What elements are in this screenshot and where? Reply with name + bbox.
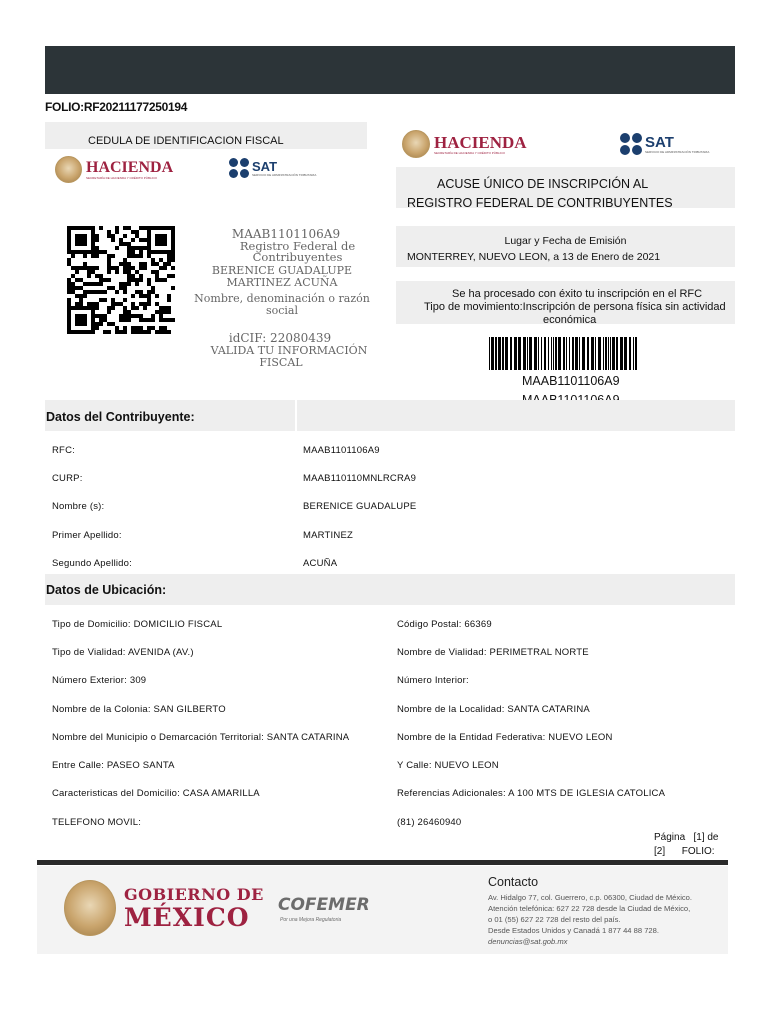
acuse-hacienda-logo-subtext: SECRETARÍA DE HACIENDA Y CRÉDITO PÚBLICO (434, 150, 505, 155)
hacienda-seal-icon (55, 156, 82, 183)
numero-exterior: Número Exterior: 309 (52, 675, 147, 686)
segundo-apellido-label: Segundo Apellido: (52, 558, 132, 569)
hacienda-logo-subtext: SECRETARÍA DE HACIENDA Y CRÉDITO PÚBLICO (86, 175, 157, 180)
gobierno-line1: GOBIERNO DE (124, 885, 264, 904)
acuse-title-line2: REGISTRO FEDERAL DE CONTRIBUYENTES (407, 196, 673, 210)
rfc-label: RFC: (52, 445, 75, 456)
gobierno-seal-icon (64, 880, 116, 936)
acuse-sat-logo-subtext: SERVICIO DE ADMINISTRACIÓN TRIBUTARIA (645, 149, 710, 154)
entidad-federativa: Nombre de la Entidad Federativa: NUEVO LEON (397, 732, 613, 743)
acuse-hacienda-seal-icon (402, 130, 430, 158)
acuse-title-line1: ACUSE ÚNICO DE INSCRIPCIÓN AL (437, 177, 649, 191)
acuse-sat-logo-text: SAT (645, 133, 674, 151)
telefono-movil-label: TELEFONO MOVIL: (52, 817, 142, 828)
tipo-vialidad: Tipo de Vialidad: AVENIDA (AV.) (52, 647, 194, 658)
y-calle: Y Calle: NUEVO LEON (397, 760, 499, 771)
procesado-text: Se ha procesado con éxito tu inscripción en el RFC (452, 288, 703, 300)
codigo-postal: Código Postal: 66369 (397, 619, 492, 630)
segundo-apellido-field: ACUÑA (303, 558, 338, 569)
barcode-text1: MAAB1101106A9 (522, 374, 620, 388)
nombre-label: Nombre (s): (52, 501, 105, 512)
acuse-hacienda-logo-text: HACIENDA (434, 132, 527, 152)
cofemer-subtext: Por una Mejora Regulatoria (280, 917, 342, 923)
gobierno-line2: MÉXICO (124, 903, 250, 932)
rfc-field: MAAB1101106A9 (303, 445, 380, 456)
cofemer-logo: COFEMER (278, 895, 370, 915)
valida-line2: FISCAL (259, 356, 303, 369)
hacienda-logo (55, 156, 173, 183)
sat-logo (229, 158, 316, 178)
tipo-movimiento-line1: Tipo de movimiento:Inscripción de persona física sin actividad (424, 301, 726, 313)
acuse-hacienda-logo (402, 130, 527, 158)
name-caption-line1: Nombre, denominación o razón (194, 292, 370, 305)
nombre-colonia: Nombre de la Colonia: SAN GILBERTO (52, 704, 226, 715)
top-bar (45, 46, 735, 94)
acuse-sat-dots-icon (620, 133, 642, 155)
sat-logo-subtext: SERVICIO DE ADMINISTRACIÓN TRIBUTARIA (252, 172, 317, 177)
curp-field: MAAB110110MNLRCRA9 (303, 473, 417, 484)
barcode-icon (489, 337, 639, 370)
tipo-movimiento-line2: económica (543, 314, 597, 326)
idcif: idCIF: 22080439 (228, 331, 332, 345)
cedula-title: CEDULA DE IDENTIFICACION FISCAL (88, 135, 284, 147)
name-line1: BERENICE GUADALUPE (211, 264, 353, 277)
nombre-municipio: Nombre del Municipio o Demarcación Territorial: SANTA CATARINA (52, 732, 350, 743)
curp-label: CURP: (52, 473, 83, 484)
lugar-value: MONTERREY, NUEVO LEON, a 13 de Enero de 2021 (407, 251, 661, 263)
telefono-movil-value: (81) 26460940 (397, 817, 462, 828)
sat-logo-text: SAT (252, 158, 278, 174)
caracteristicas-domicilio: Caracteristicas del Domicilio: CASA AMARILLA (52, 788, 260, 799)
footer-divider (37, 860, 728, 865)
contact-phone-usa: Desde Estados Unidos y Canadá 1 877 44 88 728. (488, 926, 659, 935)
valida-line1: VALIDA TU INFORMACIÓN (210, 344, 368, 357)
primer-apellido-label: Primer Apellido: (52, 530, 122, 541)
numero-interior: Número Interior: (397, 675, 469, 686)
contacto-title: Contacto (488, 875, 539, 889)
rfc-caption: Registro Federal de Contribuyentes (239, 239, 356, 264)
folio-number: FOLIO:RF20211177250194 (45, 100, 188, 114)
referencias-adicionales: Referencias Adicionales: A 100 MTS DE IGLESIA CATOLICA (397, 788, 666, 799)
nombre-localidad: Nombre de la Localidad: SANTA CATARINA (397, 704, 590, 715)
primer-apellido-field: MARTINEZ (303, 530, 353, 541)
nombre-field: BERENICE GUADALUPE (303, 501, 417, 512)
contact-phone-cdmx: Atención telefónica: 627 22 728 desde la Ciudad de México, (488, 904, 691, 913)
sat-dots-icon (229, 158, 249, 178)
ubicacion-title: Datos de Ubicación: (46, 583, 167, 597)
entre-calle: Entre Calle: PASEO SANTA (52, 760, 175, 771)
contribuyente-header-divider (295, 400, 297, 431)
contact-email[interactable]: denuncias@sat.gob.mx (488, 937, 568, 946)
rfc-value: MAAB1101106A9 (231, 227, 341, 241)
qr-code-icon[interactable] (67, 226, 175, 334)
contact-phone-country: o 01 (55) 627 22 728 del resto del país. (488, 915, 621, 924)
contribuyente-title: Datos del Contribuyente: (46, 410, 195, 424)
acuse-sat-logo (620, 133, 709, 155)
page-number: Página [1] de [2] FOLIO: (654, 832, 719, 857)
nombre-vialidad: Nombre de Vialidad: PERIMETRAL NORTE (397, 647, 589, 658)
name-caption-line2: social (265, 304, 299, 317)
tipo-domicilio: Tipo de Domicilio: DOMICILIO FISCAL (52, 619, 223, 630)
hacienda-logo-text: HACIENDA (86, 158, 174, 176)
contact-address: Av. Hidalgo 77, col. Guerrero, c.p. 06300, Ciudad de México. (488, 893, 693, 902)
lugar-label: Lugar y Fecha de Emisión (504, 235, 627, 247)
name-line2: MARTINEZ ACUÑA (226, 276, 338, 289)
